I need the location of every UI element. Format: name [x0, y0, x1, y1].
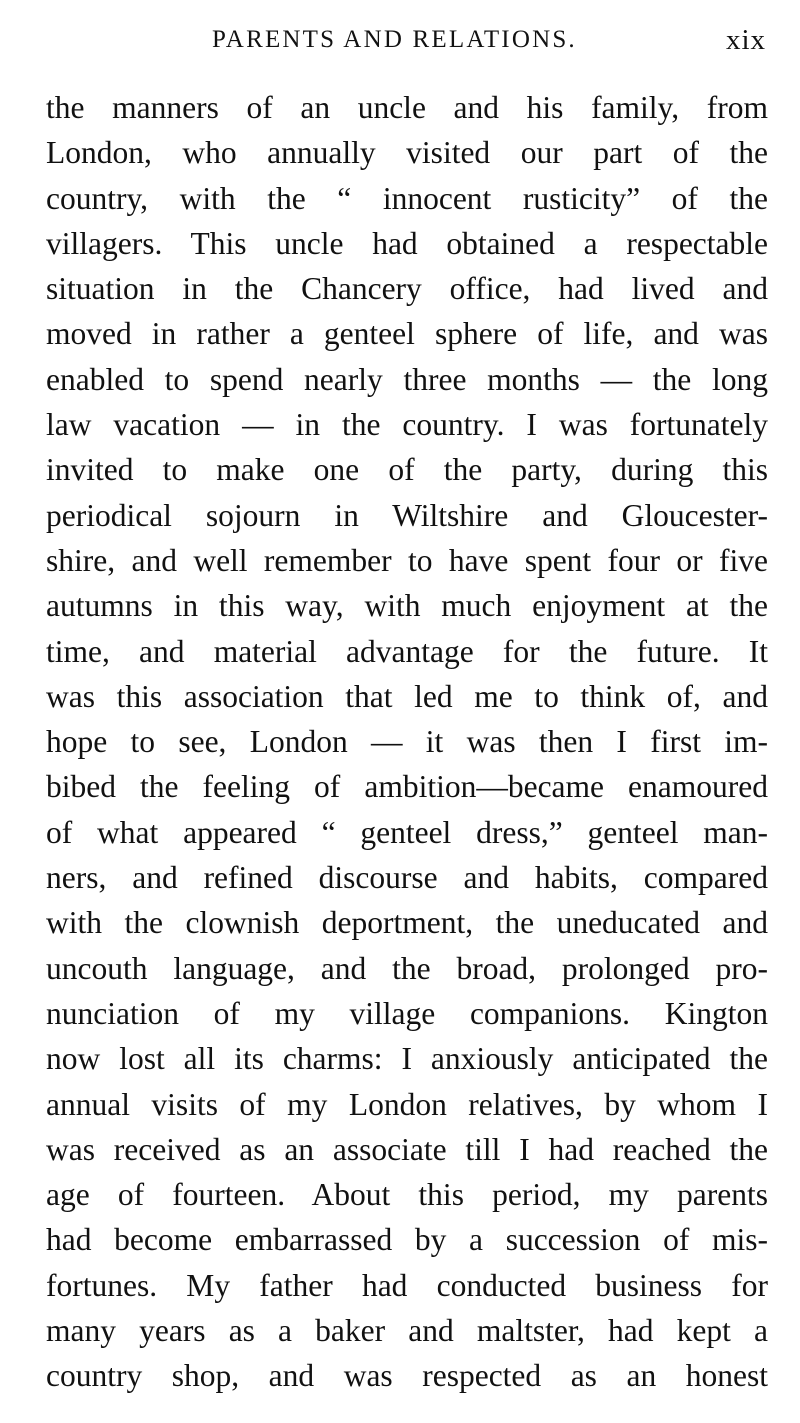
- text-line: enabled to spend nearly three months — the long: [46, 361, 768, 397]
- text-line: invited to make one of the party, during this: [46, 452, 768, 488]
- text-line: country shop, and was respected as an honest: [46, 1358, 768, 1394]
- text-line: situation in the Chancery office, had lived and: [46, 271, 768, 307]
- text-line: villagers. This uncle had obtained a respectable: [46, 225, 768, 261]
- text-line: bibed the feeling of ambition—became enamoured: [46, 769, 768, 805]
- text-line: age of fourteen. About this period, my parents: [46, 1177, 768, 1213]
- page-number: xix: [725, 24, 766, 56]
- text-line: had become embarrassed by a succession of mis-: [46, 1222, 768, 1258]
- running-header: [0, 22, 800, 58]
- text-line: law vacation — in the country. I was fortunately: [46, 407, 768, 443]
- text-line: country, with the “ innocent rusticity” of the: [46, 180, 768, 216]
- text-line: periodical sojourn in Wiltshire and Gloucester-: [46, 497, 768, 533]
- text-line: hope to see, London — it was then I first im-: [46, 724, 768, 760]
- text-line: autumns in this way, with much enjoyment at the: [46, 588, 768, 624]
- running-title: PARENTS AND RELATIONS.: [212, 26, 577, 53]
- text-line: was this association that led me to think of, and: [46, 678, 768, 714]
- text-line: many years as a baker and maltster, had kept a: [46, 1313, 768, 1349]
- text-line: of what appeared “ genteel dress,” genteel man-: [46, 814, 768, 850]
- text-line: moved in rather a genteel sphere of life, and was: [46, 316, 768, 352]
- text-line: fortunes. My father had conducted business for: [46, 1267, 768, 1303]
- body-text: [46, 85, 768, 1399]
- text-line: ners, and refined discourse and habits, compared: [46, 860, 768, 896]
- text-line: now lost all its charms: I anxiously anticipated the: [46, 1041, 768, 1077]
- text-line: with the clownish deportment, the uneducated and: [46, 905, 768, 941]
- text-line: annual visits of my London relatives, by whom I: [46, 1086, 768, 1122]
- text-line: time, and material advantage for the future. It: [46, 633, 768, 669]
- text-line: nunciation of my village companions. Kington: [46, 995, 768, 1031]
- text-line: uncouth language, and the broad, prolonged pro-: [46, 950, 768, 986]
- text-line: shire, and well remember to have spent four or five: [46, 542, 768, 578]
- text-line: London, who annually visited our part of the: [46, 135, 768, 171]
- text-line: was received as an associate till I had reached the: [46, 1131, 768, 1167]
- text-line: the manners of an uncle and his family, from: [46, 90, 768, 125]
